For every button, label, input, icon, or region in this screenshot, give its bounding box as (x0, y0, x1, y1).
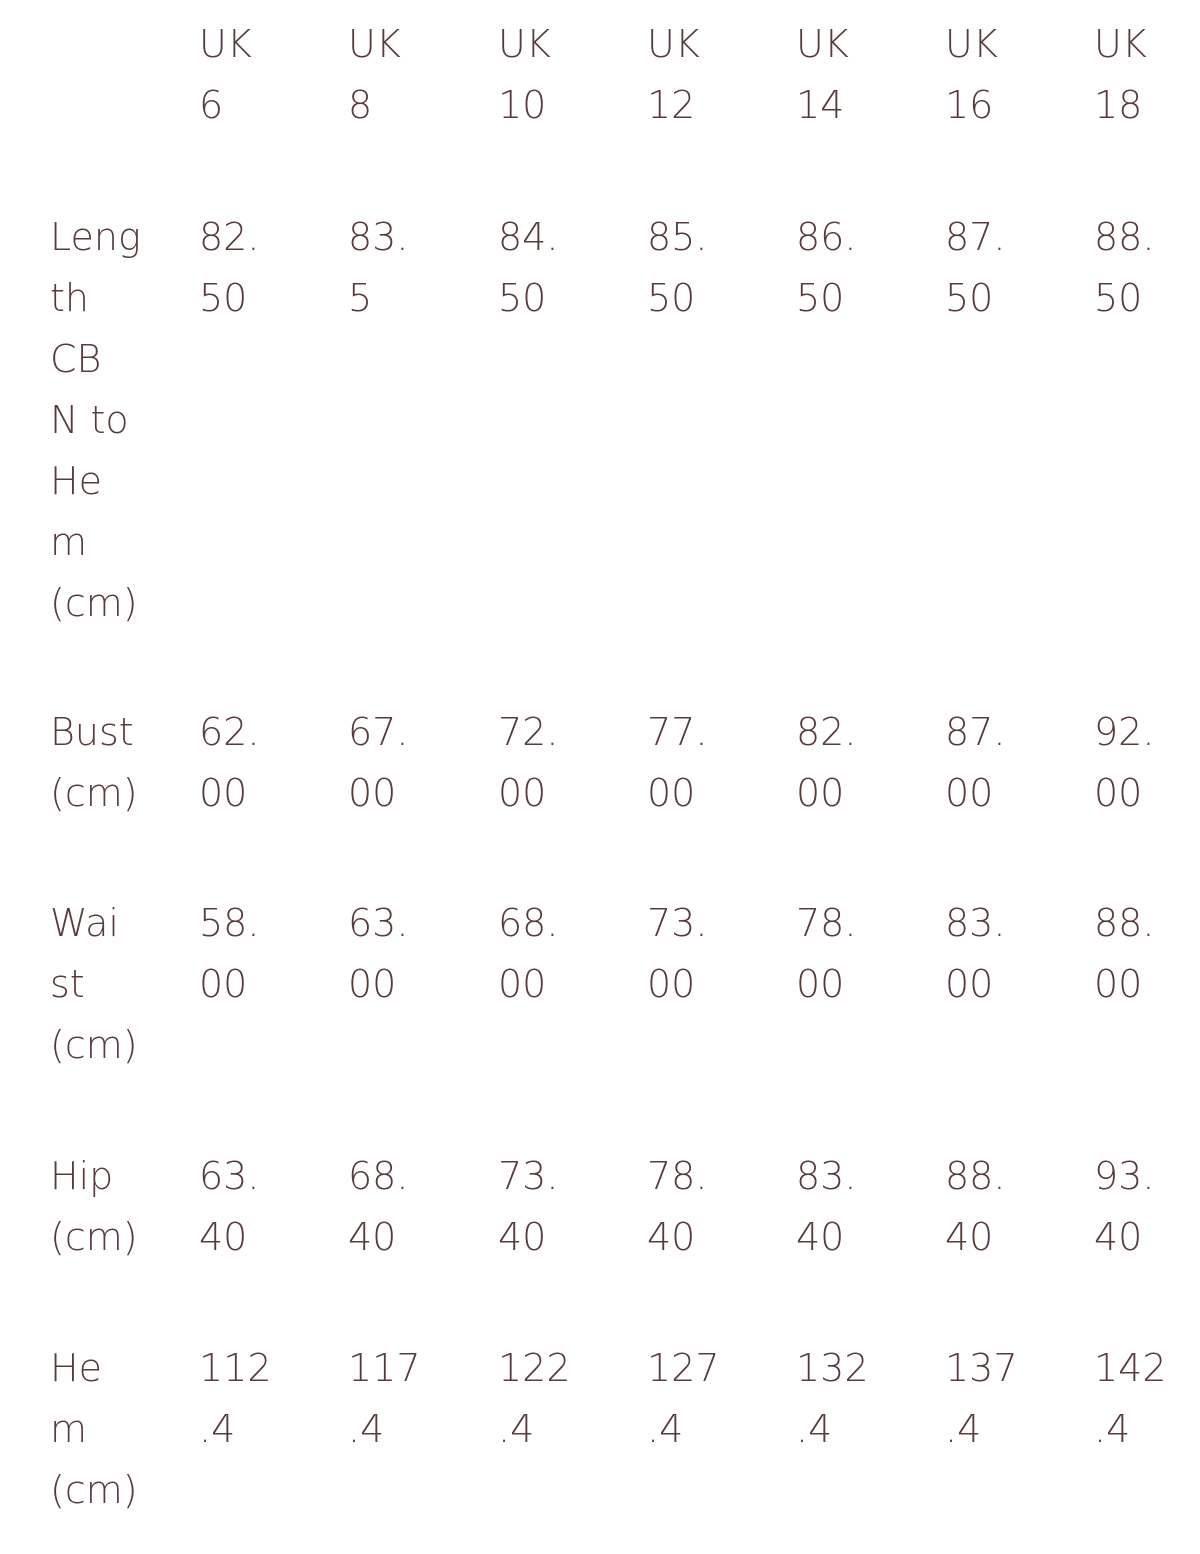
waist-value-uk-18: 88. 00 (1094, 901, 1155, 1006)
size-header-uk-6: UK 6 (199, 22, 252, 127)
bust-value-uk-10: 72. 00 (498, 710, 559, 815)
length-value-uk-8: 83. 5 (348, 215, 409, 320)
bust-value-uk-14: 82. 00 (796, 710, 857, 815)
bust-value-uk-6: 62. 00 (199, 710, 260, 815)
bust-value-uk-16: 87. 00 (945, 710, 1006, 815)
waist-value-uk-12: 73. 00 (647, 901, 708, 1006)
waist-value-uk-6: 58. 00 (199, 901, 260, 1006)
hem-value-uk-12: 127 .4 (647, 1346, 720, 1451)
hip-value-uk-12: 78. 40 (647, 1154, 708, 1259)
length-value-uk-18: 88. 50 (1094, 215, 1155, 320)
bust-value-uk-8: 67. 00 (348, 710, 409, 815)
hip-value-uk-6: 63. 40 (199, 1154, 260, 1259)
size-header-uk-14: UK 14 (796, 22, 849, 127)
hip-row-label: Hip (cm) (50, 1154, 138, 1259)
waist-value-uk-16: 83. 00 (945, 901, 1006, 1006)
hip-value-uk-18: 93. 40 (1094, 1154, 1155, 1259)
length-value-uk-14: 86. 50 (796, 215, 857, 320)
length-value-uk-6: 82. 50 (199, 215, 260, 320)
hem-value-uk-18: 142 .4 (1094, 1346, 1167, 1451)
hem-value-uk-14: 132 .4 (796, 1346, 869, 1451)
length-row-label: Leng th CB N to He m (cm) (50, 215, 141, 625)
hem-value-uk-16: 137 .4 (945, 1346, 1018, 1451)
size-header-uk-8: UK 8 (348, 22, 401, 127)
hip-value-uk-8: 68. 40 (348, 1154, 409, 1259)
hem-row-label: He m (cm) (50, 1346, 138, 1512)
hip-value-uk-14: 83. 40 (796, 1154, 857, 1259)
hip-value-uk-10: 73. 40 (498, 1154, 559, 1259)
bust-row-label: Bust (cm) (50, 710, 138, 815)
waist-value-uk-14: 78. 00 (796, 901, 857, 1006)
hem-value-uk-6: 112 .4 (199, 1346, 272, 1451)
hip-value-uk-16: 88. 40 (945, 1154, 1006, 1259)
waist-value-uk-8: 63. 00 (348, 901, 409, 1006)
length-value-uk-10: 84. 50 (498, 215, 559, 320)
hem-value-uk-8: 117 .4 (348, 1346, 421, 1451)
hem-value-uk-10: 122 .4 (498, 1346, 571, 1451)
waist-row-label: Wai st (cm) (50, 901, 138, 1067)
length-value-uk-12: 85. 50 (647, 215, 708, 320)
waist-value-uk-10: 68. 00 (498, 901, 559, 1006)
size-header-uk-10: UK 10 (498, 22, 551, 127)
bust-value-uk-12: 77. 00 (647, 710, 708, 815)
size-header-uk-18: UK 18 (1094, 22, 1147, 127)
bust-value-uk-18: 92. 00 (1094, 710, 1155, 815)
size-header-uk-12: UK 12 (647, 22, 700, 127)
length-value-uk-16: 87. 50 (945, 215, 1006, 320)
size-header-uk-16: UK 16 (945, 22, 998, 127)
